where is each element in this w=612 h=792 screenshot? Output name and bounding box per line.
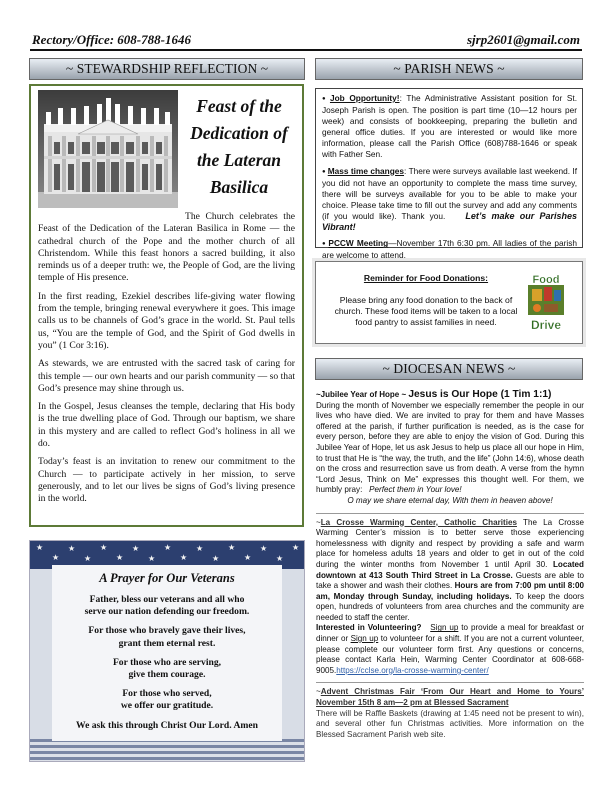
diocesan-news-body [316, 390, 584, 740]
lateran-basilica-photo [38, 90, 178, 208]
prayer-stanza: Father, bless our veterans and all who serve our nation defending our freedom. [84, 594, 250, 618]
prayer-card [52, 565, 282, 741]
header-rule [30, 49, 582, 51]
stewardship-paragraph: As stewards, we are entrusted with the sacred task of caring for this temple — our own hearts and our parish community — so that God’s presence may shine through us. [38, 358, 295, 394]
pccw-meeting-item: ● PCCW Meeting—November 17th 6:30 pm. All ladies of the parish are welcome to attend. [322, 238, 578, 261]
christmas-fair-section: ~Advent Christmas Fair ‘From Our Heart and Home to Yours’ November 15th 8 am—2 pm at Blessed Sacrament [316, 687, 584, 708]
parish-email[interactable]: sjrp2601@gmail.com [466, 32, 580, 47]
volunteer-paragraph: Interested in Volunteering? Sign up to provide a meal for breakfast or dinner or Sign up to volunteer for a shift. If you are not a current volunteer, please complete our volunteer form first. Any questions or concerns, please contact Karla Hein, Warming Center Coordinator at 608-668-9005.https://cclse.org/la-crosse-warming-center/ [316, 623, 585, 675]
prayer-stanza: We ask this through Christ Our Lord. Amen [76, 719, 258, 731]
prayer-stanza: For those who are serving, give them courage. [112, 656, 222, 681]
mass-time-item: ● Mass time changes: There were surveys available last weekend. If you did not have an opportunity to complete the mass time survey, there will be surveys available for you to be able to make your choice. Please take time to fill out the survey and add any comments (if you would like). Thank you. Let’s make our Parishes Vibrant! [322, 165, 578, 233]
sign-up-link[interactable]: Sign up [430, 623, 459, 633]
svg-text:Drive: Drive [530, 318, 562, 332]
food-donation-title: Reminder for Food Donations: [363, 273, 489, 283]
prayer-title: A Prayer for Our Veterans [99, 571, 235, 585]
prayer-stanza: For those who served, we offer our gratitude. [120, 688, 214, 712]
sign-up-link[interactable]: Sign up [350, 634, 379, 644]
christmas-fair-text: There will be Raffle Baskets (drawing at 1:45 need not be present to win), and several other fun Christmas activities. More information on the Blessed Sacrament Parish web site. [316, 708, 584, 739]
stewardship-paragraph: In the first reading, Ezekiel describes life-giving water flowing from the temple, bringing renewal everywhere it goes. This image calls us to be channels of God’s grace in the world. St. Paul tells us, “You are the temple of God, and the Spirit of God dwells in you” (1 Cor 3:16). [38, 290, 295, 351]
stewardship-paragraph: In the Gospel, Jesus cleanses the temple, declaring that His body is the true dwelling place of God. Through our baptism, we share in this mystery and are called to reflect God’s holiness in all we do. [38, 401, 295, 450]
food-donation-box [315, 261, 583, 344]
section-divider [316, 682, 584, 683]
veterans-prayer [29, 540, 305, 762]
warming-center-link[interactable]: https://cclse.org/la-crosse-warming-center/ [336, 665, 489, 675]
section-divider [316, 513, 584, 514]
bullet-icon: ● [322, 96, 328, 102]
jubilee-closing: O may we share eternal day, With them in heaven above! [347, 495, 553, 505]
food-donation-text: Please bring any food donation to the back of church. These food items will be taken to a local food pantry to assist families in need. [334, 295, 518, 328]
stewardship-heading: ~ STEWARDSHIP REFLECTION ~ [29, 58, 305, 80]
stewardship-reflection [29, 84, 304, 527]
prayer-stanza: For those who bravely gave their lives, grant them eternal rest. [88, 625, 246, 649]
stars-banner: ★ ★ ★ ★ ★ ★ ★ ★ ★ ★ ★ ★ ★ ★ ★ ★ ★ [30, 541, 304, 569]
bullet-icon: ● [322, 168, 326, 175]
rectory-phone: Rectory/Office: 608-788-1646 [32, 32, 191, 47]
food-drive-icon [524, 271, 568, 335]
parish-news-box [315, 88, 583, 261]
bullet-icon: ● [322, 241, 327, 248]
job-opportunity-item: ● Job Opportunity!: The Administrative Assistant position for St. Joseph Parish is open. The position is part time (10—12 hours per week) and consists of bookkeeping, preparing the bulletin and general office duties. If you are interested or would like more information, please call the Parish Office (608)788-1646 or speak with Father Sen. [322, 93, 578, 160]
stewardship-paragraph: Today’s feast is an invitation to renew our commitment to the Church — to participate actively in her mission, to serve generously, and to let our lives be signs of God’s living presence in the world. [38, 456, 295, 505]
stewardship-paragraph: The Church celebrates the Feast of the Dedication of the Lateran Basilica in Rome — the cathedral church of the Pope and the mother church of all Christendom. While this feast honors a sacred building, it also reminds us of a deeper truth: we, the People of God, are the living temple of His presence. [38, 211, 295, 284]
diocesan-news-heading: ~ DIOCESAN NEWS ~ [315, 358, 583, 380]
page-header [32, 32, 580, 48]
feast-title: Feast of the Dedication of the Lateran Basilica [190, 96, 288, 197]
parish-news-heading: ~ PARISH NEWS ~ [315, 58, 583, 80]
stripes-banner [30, 739, 304, 761]
svg-text:Food: Food [532, 274, 560, 286]
jubilee-section: ~Jubilee Year of Hope ~ Jesus is Our Hope (1 Tim 1:1) During the month of November we especially remember the people in our lives who have died. We are invited to pray for them and have Masses offered at the parish, if further purification is needed, as is the case for every person, before they are able to enjoy the vision of God. During this Jubilee Year of Hope, let us ask Jesus to help us place all our hope in Him, to trust that He is “the way, the truth, and the life” (John 14:6), whose death on the cross and resurrection save us from death. A verse from the hymn “Lord Jesus, Think on Me” expresses this thought well. For them, we humbly pray: Perfect them in Your love! [316, 389, 584, 495]
warming-center-section: ~La Crosse Warming Center, Catholic Charities The La Crosse Warming Center’s mission is to better serve those experiencing homelessness with dignity and respect by providing a safe and warm place for homeless adults 18 years and older to get in out of the cold during the winter months from November 1 until April 30. Located downtown at 413 South Third Street in La Crosse. Guests are able to take a shower and wash their clothes. Hours are from 7:00 pm until 8:00 am, Monday through Sunday, including holidays. To keep the doors open, hundreds of volunteers from area churches and the community are needed to staff the center. [316, 517, 585, 622]
